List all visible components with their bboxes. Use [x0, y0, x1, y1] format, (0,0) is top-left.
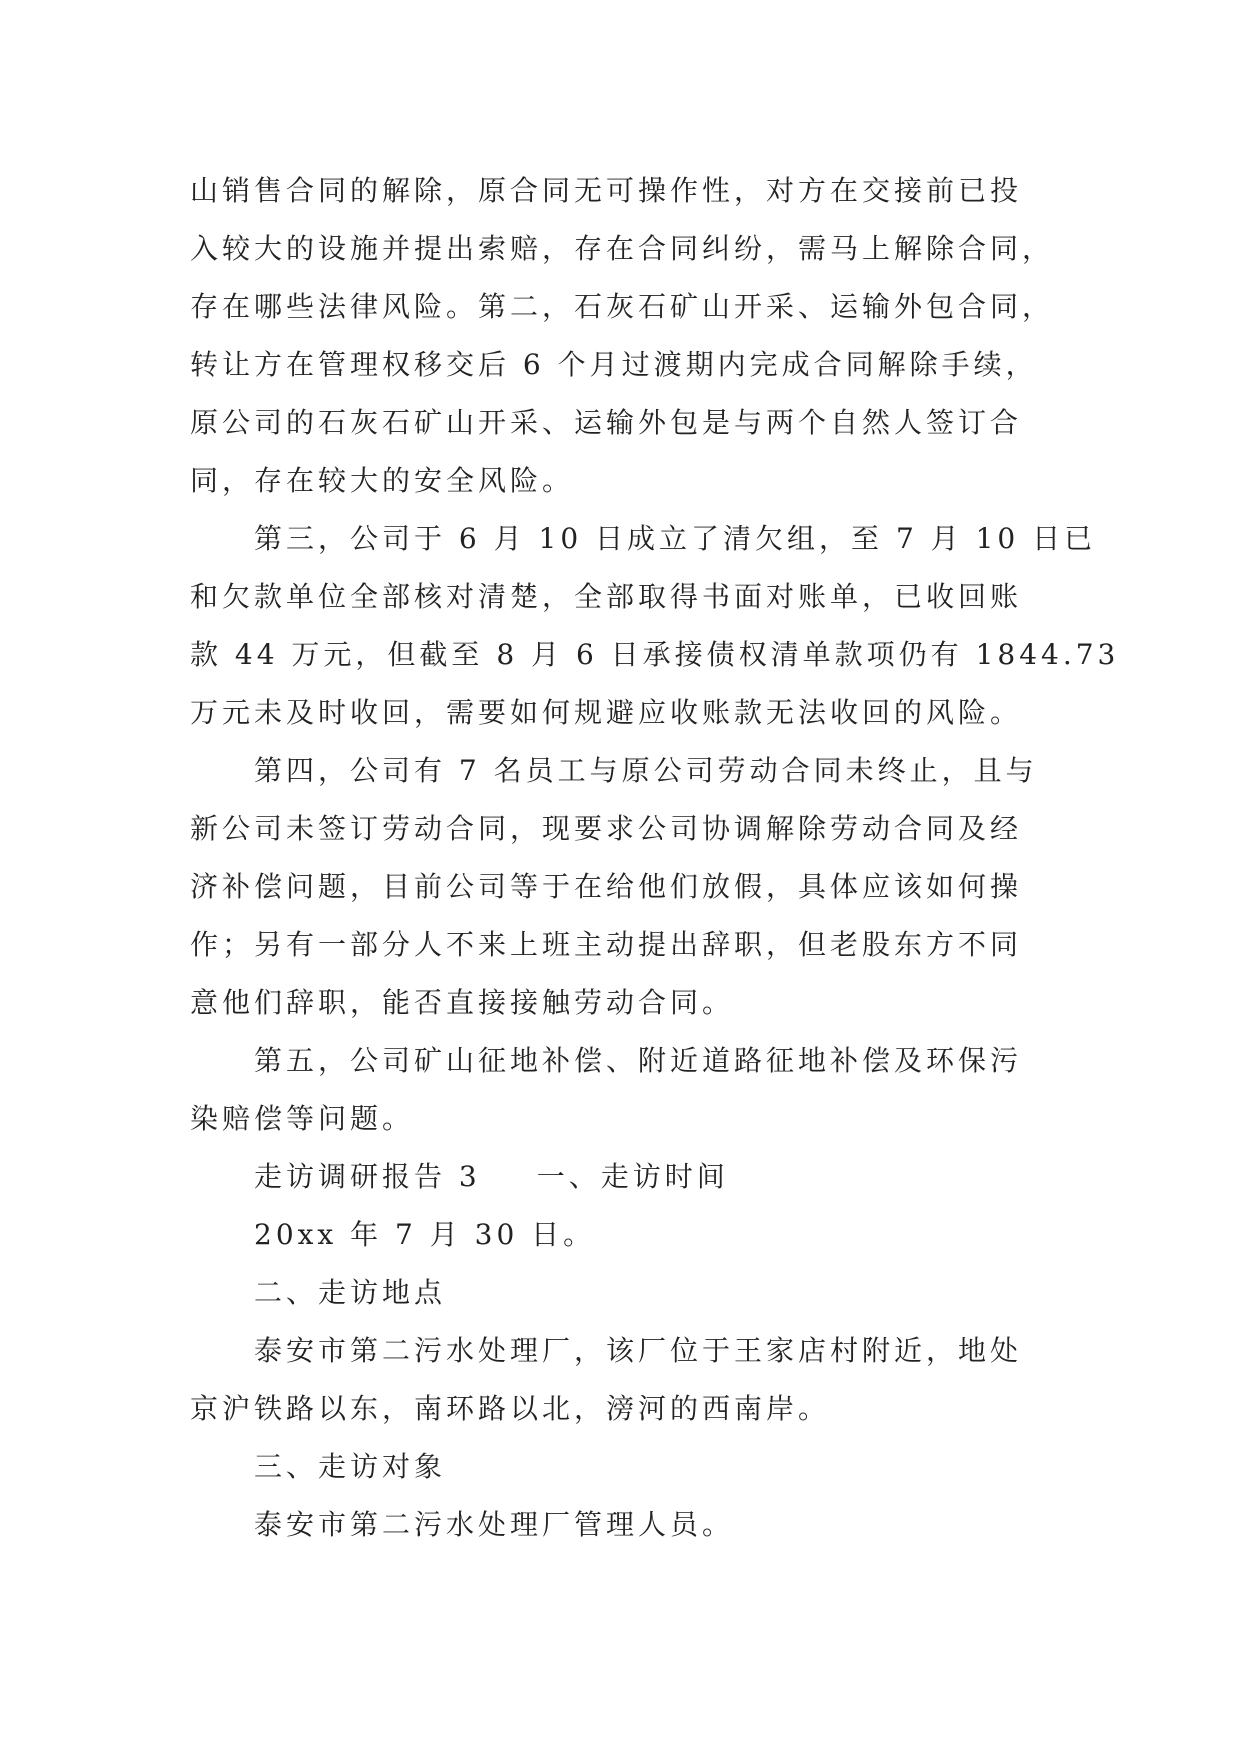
section-body: 京沪铁路以东，南环路以北，滂河的西南岸。 — [190, 1392, 831, 1425]
paragraph-line: 和欠款单位全部核对清楚，全部取得书面对账单，已收回账 — [190, 580, 1023, 613]
paragraph-line: 同，存在较大的安全风险。 — [190, 464, 575, 497]
paragraph-line: 意他们辞职，能否直接接触劳动合同。 — [190, 986, 735, 1019]
paragraph-line: 存在哪些法律风险。第二，石灰石矿山开采、运输外包合同， — [190, 290, 1055, 323]
paragraph-line: 新公司未签订劳动合同，现要求公司协调解除劳动合同及经 — [190, 812, 1023, 845]
paragraph-line: 山销售合同的解除，原合同无可操作性，对方在交接前已投 — [190, 174, 1023, 207]
report-heading: 走访调研报告 3 — [254, 1160, 481, 1193]
section-title: 二、走访地点 — [254, 1276, 447, 1309]
paragraph-line: 入较大的设施并提出索赔，存在合同纠纷，需马上解除合同， — [190, 232, 1055, 265]
section-body: 泰安市第二污水处理厂，该厂位于王家店村附近，地处 — [254, 1334, 1023, 1367]
paragraph-line: 原公司的石灰石矿山开采、运输外包是与两个自然人签订合 — [190, 406, 1023, 439]
paragraph-line: 染赔偿等问题。 — [190, 1102, 415, 1135]
section-title: 三、走访对象 — [254, 1450, 447, 1483]
paragraph-line: 第三，公司于 6 月 10 日成立了清欠组，至 7 月 10 日已 — [254, 522, 1097, 555]
paragraph-line: 作；另有一部分人不来上班主动提出辞职，但老股东方不同 — [190, 928, 1023, 961]
paragraph-line: 转让方在管理权移交后 6 个月过渡期内完成合同解除手续， — [190, 348, 1038, 381]
paragraph-line: 第五，公司矿山征地补偿、附近道路征地补偿及环保污 — [254, 1044, 1023, 1077]
section-body: 泰安市第二污水处理厂管理人员。 — [254, 1508, 735, 1541]
paragraph-line: 第四，公司有 7 名员工与原公司劳动合同未终止，且与 — [254, 754, 1038, 787]
paragraph-line: 济补偿问题，目前公司等于在给他们放假，具体应该如何操 — [190, 870, 1023, 903]
report-heading-line — [190, 1148, 1070, 1206]
section-body: 20xx 年 7 月 30 日。 — [254, 1218, 596, 1251]
paragraph-line: 万元未及时收回，需要如何规避应收账款无法收回的风险。 — [190, 696, 1023, 729]
paragraph-line: 款 44 万元，但截至 8 月 6 日承接债权清单款项仍有 1844.73 — [190, 638, 1120, 671]
document-body — [190, 162, 1120, 1554]
section-title: 一、走访时间 — [536, 1160, 729, 1193]
